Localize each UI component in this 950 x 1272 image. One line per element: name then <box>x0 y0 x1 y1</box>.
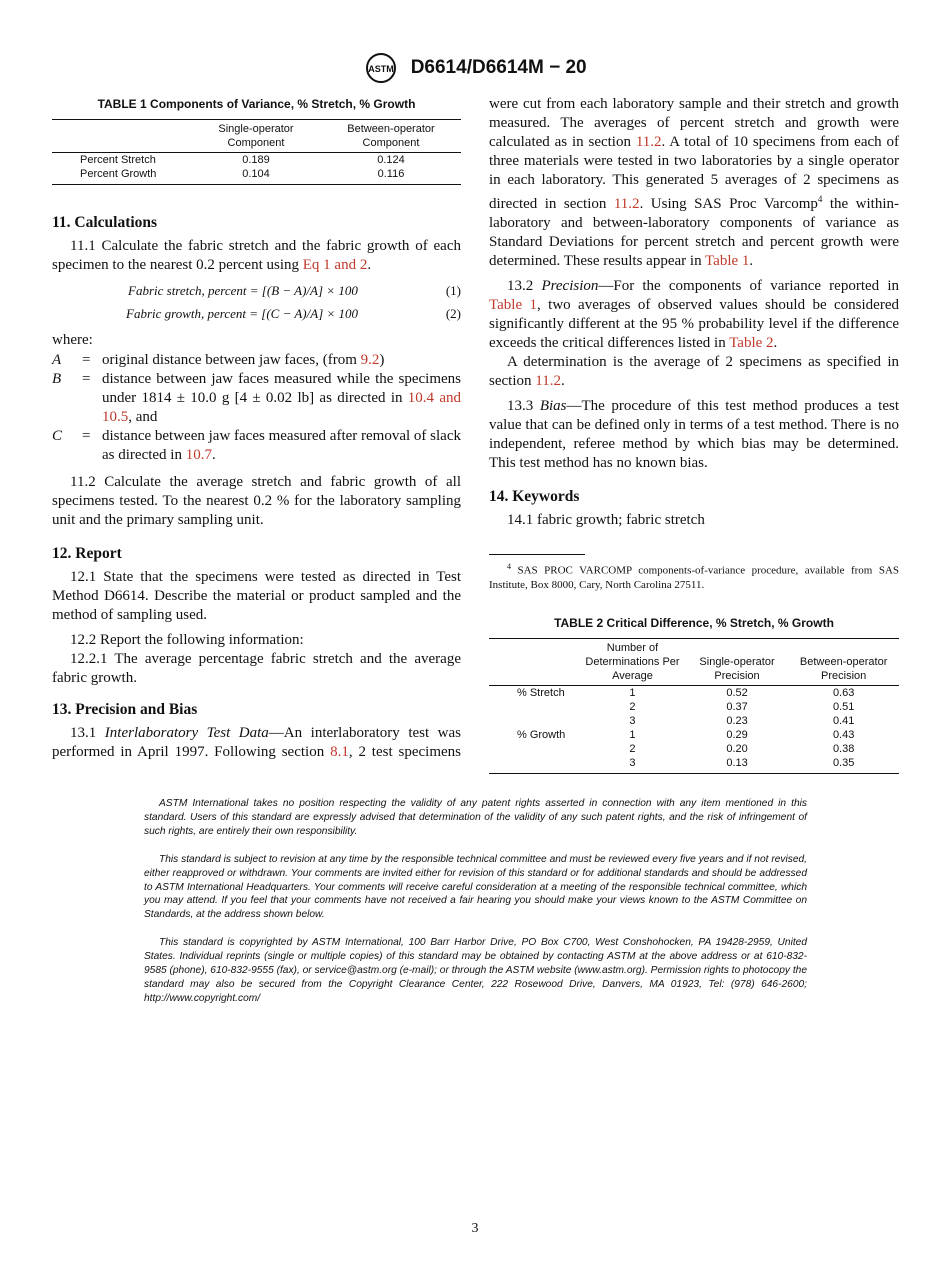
table-row: 3 0.23 0.41 <box>629 714 855 727</box>
ref-link[interactable]: 8.1 <box>330 744 349 760</box>
paragraph-13-2: 13.2 Precision—For the components of variance reported in Table 1, two averages of observed values should be considered significantly different at the 95 % probability level if the difference exceeds the critical differences listed in Table 2. <box>489 278 899 351</box>
table1 <box>52 119 461 185</box>
copyright-notice: This standard is copyrighted by ASTM International, 100 Barr Harbor Drive, PO Box C700, West Conshohocken, PA 19428-2959, United States. Individual reprints (single or multiple copies) of this standard may be obtained by contacting ASTM at the above address or at 610-832-9585 (phone), 610-832-9555 (fax), or service@astm.org (e-mail); or through the ASTM website (www.astm.org). Permission rights to photocopy the standard may also be secured from the Copyright Clearance Center, 222 Rosewood Drive, Danvers, MA 01923, Tel: (978) 646-2600; http://www.copyright.com/ <box>144 937 807 1004</box>
right-column <box>489 95 899 774</box>
table1-col-2: Between-operator Component <box>321 120 461 153</box>
ref-link[interactable]: 10.7 <box>185 447 212 463</box>
document-title: D6614/D6614M − 20 <box>410 57 587 78</box>
legal-notices <box>144 797 807 1006</box>
ref-link[interactable]: 11.2 <box>535 373 561 389</box>
where-label: where: <box>52 332 93 348</box>
paragraph-13-1-continued <box>489 95 899 271</box>
eq-link[interactable]: Eq 1 and 2 <box>302 257 368 273</box>
table2-col-3: Between-operator Precision <box>788 638 899 685</box>
paragraph-determination: A determination is the average of 2 specimens as specified in section 11.2. <box>489 354 899 389</box>
ref-link[interactable]: 11.2 <box>635 134 662 150</box>
table-row: % Stretch 1 0.52 0.63 <box>517 686 855 699</box>
table-row: % Growth 1 0.29 0.43 <box>517 728 855 741</box>
page-number: 3 <box>471 1221 479 1236</box>
equation-2: Fabric growth, percent = [(C − A)/A] × 100 (2) <box>126 306 461 321</box>
ref-link[interactable]: 11.2 <box>613 196 640 212</box>
table2 <box>489 638 899 774</box>
table-row: 2 0.20 0.38 <box>629 742 855 755</box>
footnote-rule <box>489 554 585 555</box>
astm-logo-text: ASTM <box>368 64 395 74</box>
table2-col-1: Number of Determinations Per Average <box>579 638 686 685</box>
table-row: 2 0.37 0.51 <box>629 700 855 713</box>
table-row: Percent Stretch 0.189 0.124 <box>80 154 405 166</box>
ref-link[interactable]: 9.2 <box>360 352 380 368</box>
ref-link[interactable]: Table 2 <box>729 335 774 351</box>
ref-link[interactable]: Table 1 <box>705 253 750 269</box>
paragraph-12-2: 12.2 Report the following information: <box>70 632 304 648</box>
left-column <box>52 95 461 762</box>
table2-col-0 <box>489 638 579 685</box>
table1-caption: TABLE 1 Components of Variance, % Stretch, % Growth <box>97 97 416 111</box>
section-13-heading: 13. Precision and Bias <box>52 701 198 718</box>
ref-link[interactable]: Table 1 <box>489 297 537 313</box>
table1-col-1: Single-operator Component <box>191 120 321 153</box>
table-row: Percent Growth 0.104 0.116 <box>52 167 461 185</box>
section-11-heading: 11. Calculations <box>52 214 158 231</box>
paragraph-13-1: 13.1 Interlaboratory Test Data—An interlaboratory test was performed in April 1997. Following section 8.1, 2 test specimens <box>52 725 461 760</box>
table1-col-0 <box>52 120 191 153</box>
paragraph-11-2: 11.2 Calculate the average stretch and fabric growth of all specimens tested. To the nearest 0.2 % for the laboratory sampling unit and the primary sampling unit. <box>52 474 461 528</box>
section-12-heading: 12. Report <box>52 545 122 562</box>
ref-link[interactable]: 10.4 and 10.5 <box>102 390 461 425</box>
paragraph-14-1: 14.1 fabric growth; fabric stretch <box>507 512 705 528</box>
paragraph-12-1: 12.1 State that the specimens were tested as directed in Test Method D6614. Describe the material or product sampled and the method of sampling used. <box>52 569 461 623</box>
table-row: 3 0.13 0.35 <box>489 756 899 774</box>
table2-col-2: Single-operator Precision <box>686 638 789 685</box>
astm-logo <box>363 52 399 84</box>
equation-1: Fabric stretch, percent = [(B − A)/A] × 100 (1) <box>128 283 461 298</box>
patent-notice: ASTM International takes no position respecting the validity of any patent rights asserted in connection with any item mentioned in this standard. Users of this standard are expressly advised that determination of the validity of any such patent rights, and the risk of infringement of such rights, are entirely their own responsibility. <box>144 798 807 837</box>
paragraph-12-2-1: 12.2.1 The average percentage fabric stretch and the average fabric growth. <box>52 651 461 686</box>
paragraph-11-1: 11.1 Calculate the fabric stretch and the fabric growth of each specimen to the nearest 0.2 percent using Eq 1 and 2. <box>52 238 461 273</box>
variable-definitions: A = original distance between jaw faces, (from 9.2) B = distance between jaw faces measured while the specimens under 1814 ± 10.0 g [4 ± 0.02 lb] as directed in 10.4 and 10.5, and C = distance between jaw faces measured after removal of slack as directed in 10.7. <box>52 352 461 463</box>
footnote-4: $^4$ SAS PROC VARCOMP components-of-variance procedure, available from SAS Institute, Box 8000, Cary, North Carolina 27511. <box>489 562 899 591</box>
section-14-heading: 14. Keywords <box>489 488 580 505</box>
table2-caption: TABLE 2 Critical Difference, % Stretch, % Growth <box>554 615 834 630</box>
revision-notice: This standard is subject to revision at any time by the responsible technical committee and must be reviewed every five years and if not revised, either reapproved or withdrawn. Your comments are invited either for revision of this standard or for additional standards and should be addressed to ASTM International Headquarters. Your comments will receive careful consideration at a meeting of the responsible technical committee, which you may attend. If you feel that your comments have not received a fair hearing you should make your views known to the ASTM Committee on Standards, at the address shown below. <box>144 853 807 921</box>
page-header <box>0 52 950 84</box>
paragraph-13-1-cont-text: were cut from each laboratory sample and their stretch and growth measured. The averages of percent stretch and growth were calculated as in section 11.2. A total of 10 specimens from each of three materials were tested in two laboratories by a single operator in each laboratory. This generated 5 averages of 2 specimens as directed in section 11.2. Using SAS Proc Varcomp$^4$ the within-laboratory and between-laboratory components of variance as Standard Deviations for percent stretch and percent growth were determined. These results appear in Table 1. <box>489 96 899 269</box>
paragraph-13-3: 13.3 Bias—The procedure of this test method produces a test value that can be defined only in terms of a test method. There is no independent, referee method by which bias may be determined. This test method has no known bias. <box>489 398 899 471</box>
